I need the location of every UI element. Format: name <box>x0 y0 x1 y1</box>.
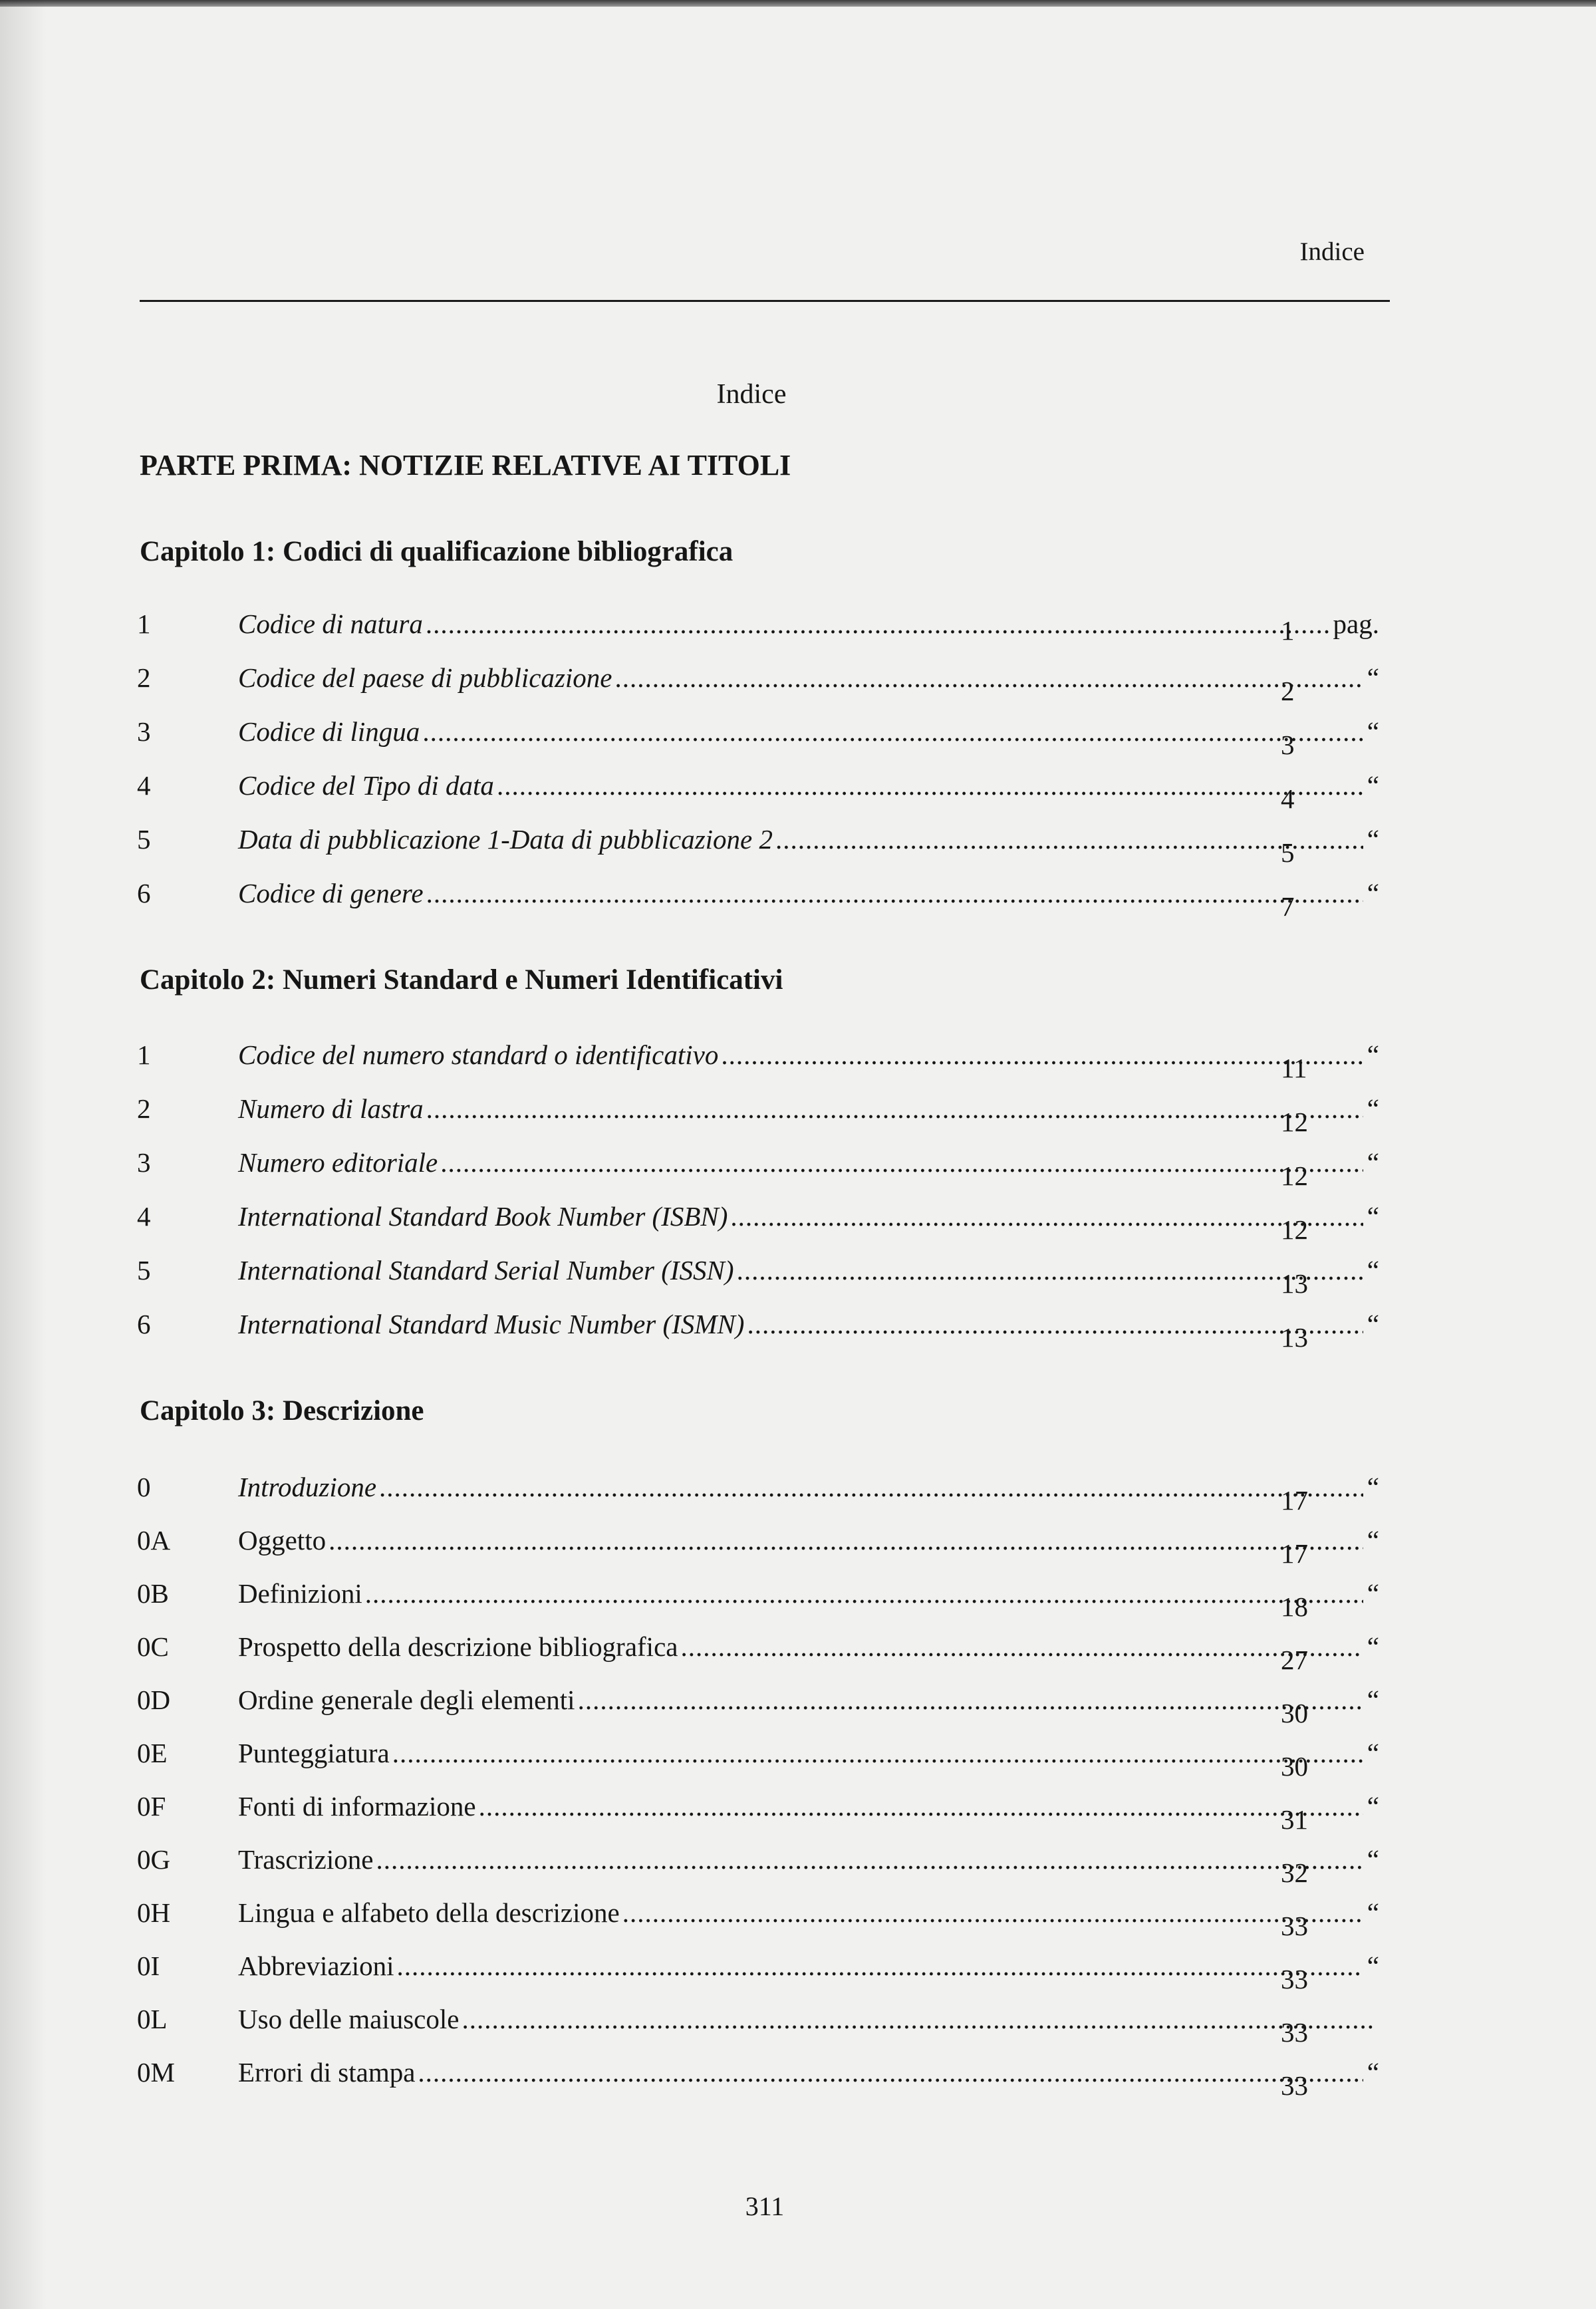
entry-title-line <box>238 1897 1379 1929</box>
entry-marker: “ <box>1367 1685 1379 1715</box>
entry-page: 27 <box>1281 1645 1308 1675</box>
entry-title-line <box>238 608 1379 640</box>
entry-title: Errori di stampa <box>238 2057 416 2088</box>
entry-page: 17 <box>1281 1538 1308 1569</box>
toc-entry[interactable] <box>137 1524 1379 1569</box>
dot-leader <box>721 1039 1363 1071</box>
dot-leader <box>730 1200 1363 1232</box>
entry-number: 2 <box>137 662 151 693</box>
dot-leader <box>397 1950 1363 1982</box>
entry-number: 0H <box>137 1897 171 1928</box>
entry-title: Oggetto <box>238 1525 327 1556</box>
entry-title: Definizioni <box>238 1578 362 1609</box>
entry-title-line <box>238 2056 1379 2088</box>
toc-entry[interactable] <box>137 608 1379 646</box>
entry-number: 0L <box>137 2004 168 2034</box>
entry-page: 33 <box>1281 2017 1308 2048</box>
entry-title: Codice del numero standard o identificativo <box>238 1039 719 1070</box>
entry-marker: “ <box>1367 824 1379 855</box>
entry-marker: “ <box>1367 1897 1379 1928</box>
entry-title-line <box>238 1471 1379 1503</box>
entry-number: 3 <box>137 1147 151 1178</box>
entry-number: 6 <box>137 878 151 908</box>
dot-leader <box>329 1524 1363 1556</box>
entry-page: 13 <box>1281 1322 1308 1353</box>
dot-leader <box>376 1843 1363 1875</box>
entry-marker: “ <box>1367 1472 1379 1502</box>
entry-title-line <box>238 1684 1379 1716</box>
entry-title-line <box>238 1737 1379 1769</box>
entry-page: 18 <box>1281 1591 1308 1622</box>
entry-title-line <box>238 1524 1379 1556</box>
entry-marker: “ <box>1367 1147 1379 1178</box>
entry-title: Codice del Tipo di data <box>238 770 494 801</box>
entry-number: 0D <box>137 1685 171 1715</box>
entry-number: 0B <box>137 1578 169 1609</box>
toc-entry[interactable] <box>137 1950 1379 1994</box>
entry-number: 4 <box>137 770 151 801</box>
entry-marker: “ <box>1367 1255 1379 1286</box>
entry-title-line <box>238 2003 1379 2035</box>
entry-number: 2 <box>137 1093 151 1124</box>
dot-leader <box>426 608 1329 640</box>
footer-page-number: 311 <box>745 2191 785 2221</box>
entry-marker: pag. <box>1333 609 1379 639</box>
entry-page: 11 <box>1281 1053 1307 1083</box>
dot-leader <box>680 1631 1363 1663</box>
entry-number: 3 <box>137 716 151 747</box>
dot-leader <box>365 1577 1363 1609</box>
entry-title: Codice di lingua <box>238 716 420 747</box>
toc-entry[interactable] <box>137 769 1379 814</box>
entry-page: 1 <box>1281 615 1295 646</box>
dot-leader <box>440 1147 1363 1178</box>
entry-number: 4 <box>137 1201 151 1232</box>
entry-title: International Standard Music Number (ISMN) <box>238 1309 745 1339</box>
entry-number: 0 <box>137 1472 151 1502</box>
toc-entry[interactable] <box>137 2003 1321 2048</box>
toc-entry[interactable] <box>137 1897 1379 1941</box>
entry-title-line <box>238 1308 1379 1340</box>
toc-entry[interactable] <box>137 1631 1379 1675</box>
entry-title-line <box>238 1790 1379 1822</box>
entry-page: 7 <box>1281 891 1295 922</box>
entry-title: Data di pubblicazione 1-Data di pubblicazione 2 <box>238 824 773 855</box>
scan-binding-shadow <box>0 0 47 2309</box>
entry-title: Lingua e alfabeto della descrizione <box>238 1897 620 1928</box>
entry-title-line <box>238 1577 1379 1609</box>
entry-number: 5 <box>137 1255 151 1286</box>
entry-number: 0M <box>137 2057 175 2088</box>
entry-number: 0I <box>137 1951 160 1981</box>
entry-title-line <box>238 877 1379 909</box>
entry-marker: “ <box>1367 1201 1379 1232</box>
toc-entry[interactable] <box>137 1254 1379 1299</box>
toc-entry[interactable] <box>137 877 1379 922</box>
entry-title: Codice di genere <box>238 878 424 908</box>
entry-title-line <box>238 662 1379 694</box>
toc-entry[interactable] <box>137 1471 1379 1516</box>
toc-entry[interactable] <box>137 662 1379 706</box>
entry-title-line <box>238 1631 1379 1663</box>
entry-number: 0G <box>137 1844 171 1875</box>
entry-title-line <box>238 769 1379 801</box>
chapter-title-1: Capitolo 1: Codici di qualificazione bibliografica <box>140 536 733 567</box>
toc-entry[interactable] <box>137 1039 1379 1083</box>
toc-entry[interactable] <box>137 1308 1379 1353</box>
dot-leader <box>615 662 1363 694</box>
entry-page: 30 <box>1281 1698 1308 1728</box>
dot-leader <box>426 877 1363 909</box>
dot-leader <box>479 1790 1363 1822</box>
entry-title: Codice di natura <box>238 609 423 639</box>
entry-title: Uso delle maiuscole <box>238 2004 460 2034</box>
entry-marker: “ <box>1367 1791 1379 1822</box>
entry-title: Fonti di informazione <box>238 1791 476 1822</box>
toc-entry[interactable] <box>137 1790 1379 1835</box>
entry-marker: “ <box>1367 1844 1379 1875</box>
entry-title-line <box>238 1200 1379 1232</box>
running-head: Indice <box>1299 237 1365 266</box>
entry-title-line <box>238 1950 1379 1982</box>
entry-page: 32 <box>1281 1857 1308 1888</box>
dot-leader <box>747 1308 1363 1340</box>
toc-entry[interactable] <box>137 2056 1379 2101</box>
entry-title: Introduzione <box>238 1472 377 1502</box>
dot-leader <box>462 2003 1375 2035</box>
entry-number: 1 <box>137 1039 151 1070</box>
entry-page: 5 <box>1281 837 1295 868</box>
toc-entry[interactable] <box>137 1147 1379 1191</box>
entry-title: Codice del paese di pubblicazione <box>238 662 612 693</box>
entry-title-line <box>238 1093 1379 1125</box>
entry-page: 33 <box>1281 1911 1308 1941</box>
part-title: PARTE PRIMA: NOTIZIE RELATIVE AI TITOLI <box>140 449 791 481</box>
entry-marker: “ <box>1367 1951 1379 1981</box>
entry-title: International Standard Book Number (ISBN) <box>238 1201 728 1232</box>
toc-entry[interactable] <box>137 716 1379 760</box>
toc-entry[interactable] <box>137 1093 1379 1137</box>
toc-entry[interactable] <box>137 1200 1379 1245</box>
entry-title-line <box>238 1039 1379 1071</box>
entry-page: 33 <box>1281 2070 1308 2101</box>
dot-leader <box>379 1471 1363 1503</box>
scan-top-edge <box>0 0 1596 7</box>
entry-number: 0A <box>137 1525 171 1556</box>
header-rule <box>140 300 1390 302</box>
dot-leader <box>497 769 1363 801</box>
entry-marker: “ <box>1367 1578 1379 1609</box>
entry-page: 17 <box>1281 1485 1308 1516</box>
entry-marker: “ <box>1367 716 1379 747</box>
chapter-title-3: Capitolo 3: Descrizione <box>140 1395 424 1426</box>
entry-page: 3 <box>1281 730 1295 760</box>
entry-marker: “ <box>1367 2057 1379 2088</box>
dot-leader <box>578 1684 1363 1716</box>
entry-marker: “ <box>1367 1309 1379 1339</box>
entry-page: 4 <box>1281 783 1295 814</box>
entry-page: 31 <box>1281 1804 1308 1835</box>
toc-entry[interactable] <box>137 823 1379 868</box>
entry-title: Punteggiatura <box>238 1738 390 1768</box>
entry-page: 12 <box>1281 1214 1308 1245</box>
dot-leader <box>737 1254 1363 1286</box>
toc-entry[interactable] <box>137 1684 1379 1728</box>
entry-number: 0C <box>137 1631 169 1662</box>
entry-number: 0E <box>137 1738 168 1768</box>
entry-title-line <box>238 716 1379 747</box>
entry-title-line <box>238 1843 1379 1875</box>
entry-title-line <box>238 1147 1379 1178</box>
entry-title: Numero di lastra <box>238 1093 424 1124</box>
page-heading: Indice <box>716 379 787 410</box>
entry-marker: “ <box>1367 1631 1379 1662</box>
entry-title-line <box>238 823 1379 855</box>
entry-marker: “ <box>1367 1039 1379 1070</box>
toc-entry[interactable] <box>137 1577 1379 1622</box>
entry-marker: “ <box>1367 1738 1379 1768</box>
entry-marker: “ <box>1367 1093 1379 1124</box>
entry-page: 13 <box>1281 1268 1308 1299</box>
entry-title: Abbreviazioni <box>238 1951 394 1981</box>
chapter-title-2: Capitolo 2: Numeri Standard e Numeri Identificativi <box>140 964 783 996</box>
toc-entry[interactable] <box>137 1737 1379 1782</box>
entry-title: Ordine generale degli elementi <box>238 1685 575 1715</box>
entry-marker: “ <box>1367 878 1379 908</box>
entry-marker: “ <box>1367 1525 1379 1556</box>
toc-entry[interactable] <box>137 1843 1379 1888</box>
dot-leader <box>426 1093 1363 1125</box>
entry-number: 5 <box>137 824 151 855</box>
dot-leader <box>422 716 1363 747</box>
entry-number: 6 <box>137 1309 151 1339</box>
dot-leader <box>392 1737 1363 1769</box>
entry-marker: “ <box>1367 770 1379 801</box>
entry-title: Prospetto della descrizione bibliografica <box>238 1631 678 1662</box>
entry-number: 1 <box>137 609 151 639</box>
entry-title: International Standard Serial Number (ISSN) <box>238 1255 734 1286</box>
entry-page: 12 <box>1281 1107 1308 1137</box>
dot-leader <box>622 1897 1363 1929</box>
entry-number: 0F <box>137 1791 166 1822</box>
entry-title: Numero editoriale <box>238 1147 438 1178</box>
entry-page: 30 <box>1281 1751 1308 1782</box>
entry-title: Trascrizione <box>238 1844 374 1875</box>
entry-marker: “ <box>1367 662 1379 693</box>
entry-page: 33 <box>1281 1964 1308 1994</box>
entry-title-line <box>238 1254 1379 1286</box>
entry-page: 12 <box>1281 1160 1308 1191</box>
dot-leader <box>418 2056 1363 2088</box>
entry-page: 2 <box>1281 676 1295 706</box>
dot-leader <box>775 823 1363 855</box>
